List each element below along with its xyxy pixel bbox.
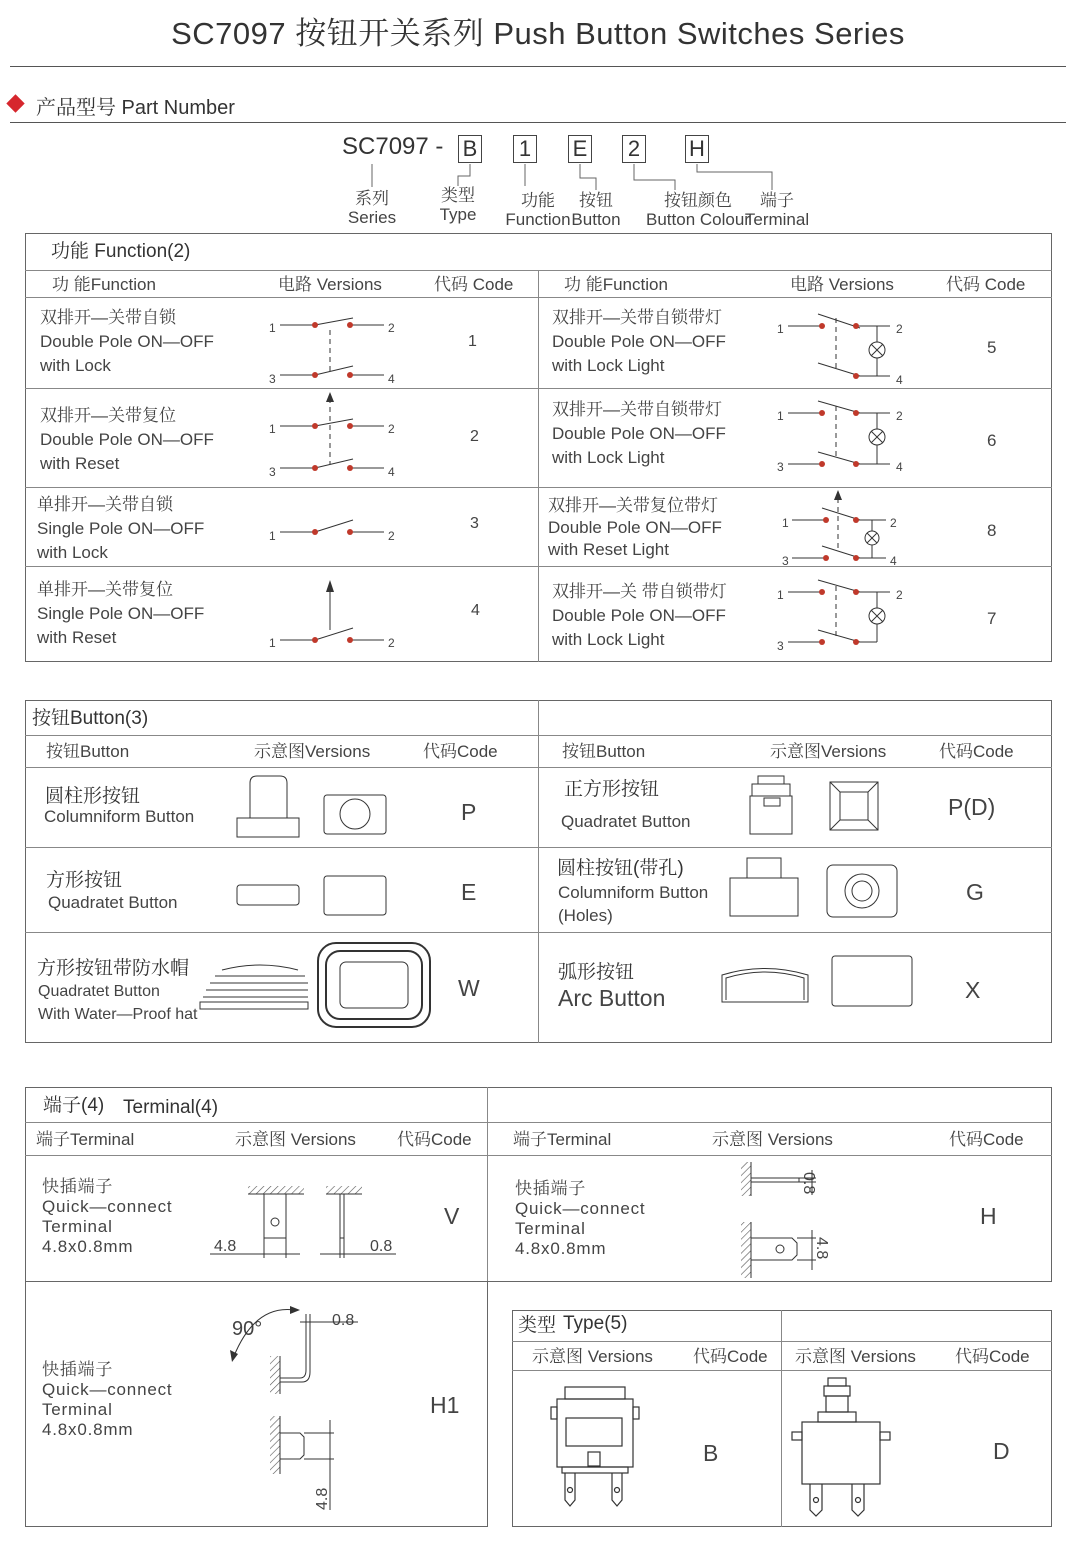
function-row: 双排开—关带复位带灯 Double Pole ON—OFF with Reset Light <box>548 496 722 559</box>
pin-label: 1 <box>782 516 789 530</box>
angle-label: 90° <box>232 1318 263 1340</box>
function-code: 6 <box>987 431 997 450</box>
button-name-en: Quadratet Button <box>561 812 691 831</box>
button-name-en: Columniform Button <box>44 807 195 826</box>
button-name-en: Quadratet Button <box>38 983 160 1000</box>
button-code: P <box>461 799 477 825</box>
part-number-heading: 产品型号 Part Number <box>36 97 235 119</box>
button-code: G <box>966 879 984 905</box>
button-name-en: Quadratet Button <box>48 893 178 912</box>
button-name-cn: 方形按钮带防水帽 <box>37 958 190 979</box>
pin-label: 3 <box>269 465 276 479</box>
button-section-title: 按钮Button(3) <box>32 708 149 729</box>
pin-label: 4 <box>896 373 903 387</box>
page-title: SC7097 按钮开关系列 Push Button Switches Series <box>171 16 905 51</box>
pin-label: 4 <box>890 554 897 568</box>
terminal-title-cn: 端子(4) <box>43 1095 105 1116</box>
terminal-code: H1 <box>430 1392 460 1418</box>
header-code: 代码Code <box>423 742 498 761</box>
function-code: 4 <box>471 602 480 619</box>
terminal-title-en: Terminal(4) <box>123 1097 219 1118</box>
button-name-cn: 正方形按钮 <box>564 779 660 800</box>
function-code: 5 <box>987 338 997 357</box>
pin-label: 2 <box>896 588 903 602</box>
header-code: 代码Code <box>397 1130 472 1149</box>
header-button: 按钮Button <box>46 742 130 761</box>
pin-label: 1 <box>269 422 276 436</box>
header-versions: 示意图 Versions <box>795 1347 916 1366</box>
type-title-en: Type(5) <box>563 1313 628 1334</box>
button-name-en: Arc Button <box>558 985 666 1011</box>
header-versions: 示意图Versions <box>254 742 371 761</box>
pin-label: 4 <box>388 372 395 386</box>
pin-label: 3 <box>782 554 789 568</box>
type-code: D <box>993 1438 1010 1464</box>
dim-label: 4.8 <box>314 1487 331 1510</box>
pin-label: 1 <box>777 588 784 602</box>
header-code: 代码Code <box>693 1347 768 1366</box>
label-type: 类型 Type <box>439 186 477 224</box>
pin-label: 1 <box>777 409 784 423</box>
function-code: 3 <box>470 515 479 532</box>
pin-label: 1 <box>269 636 276 650</box>
pin-label: 2 <box>388 636 395 650</box>
header-button: 按钮Button <box>562 742 646 761</box>
dim-label: 0.8 <box>800 1172 817 1195</box>
button-name-cn: 圆柱按钮(带孔) <box>557 858 684 879</box>
pin-label: 2 <box>896 322 903 336</box>
pin-label: 4 <box>896 460 903 474</box>
function-section-title: 功能 Function(2) <box>51 241 191 262</box>
pin-label: 4 <box>388 465 395 479</box>
code-box-terminal: H <box>685 135 709 163</box>
button-code: P(D) <box>948 794 996 820</box>
label-button-colour: 按钮颜色 Button Colour <box>646 191 750 229</box>
header-terminal: 端子Terminal <box>36 1130 135 1149</box>
function-code: 8 <box>987 521 997 540</box>
function-row: 双排开—关带复位 Double Pole ON—OFF with Reset <box>40 406 214 473</box>
label-button: 按钮 Button <box>571 191 621 229</box>
header-code: 代码Code <box>955 1347 1030 1366</box>
function-row: 双排开—关带自锁带灯 Double Pole ON—OFF with Lock Light <box>552 400 726 467</box>
terminal-desc: 快插端子 Quick—connect Terminal 4.8x0.8mm <box>42 1177 173 1256</box>
type-d-drawing <box>792 1378 890 1516</box>
header-versions: 电路 Versions <box>278 275 382 294</box>
function-row: 双排开—关带自锁 Double Pole ON—OFF with Lock <box>40 308 214 375</box>
type-title-cn: 类型 <box>518 1315 557 1336</box>
code-box-type: B <box>458 135 482 163</box>
function-code: 7 <box>987 609 997 628</box>
header-versions: 示意图 Versions <box>235 1130 356 1149</box>
function-row: 双排开—关 带自锁带灯 Double Pole ON—OFF with Lock Light <box>552 582 727 649</box>
terminal-code: H <box>980 1203 997 1229</box>
button-name-en2: (Holes) <box>558 906 613 925</box>
pin-label: 2 <box>896 409 903 423</box>
header-terminal: 端子Terminal <box>513 1130 612 1149</box>
header-versions: 示意图 Versions <box>532 1347 653 1366</box>
pin-label: 2 <box>388 529 395 543</box>
code-box-colour: 2 <box>622 135 646 163</box>
type-code: B <box>703 1440 719 1466</box>
pin-label: 1 <box>269 529 276 543</box>
pin-label: 2 <box>388 422 395 436</box>
function-row: 单排开—关带复位 Single Pole ON—OFF with Reset <box>37 580 205 647</box>
button-code: W <box>458 975 480 1001</box>
header-versions: 示意图 Versions <box>712 1130 833 1149</box>
terminal-code: V <box>444 1203 460 1229</box>
header-code: 代码 Code <box>434 275 514 294</box>
label-terminal: 端子 Terminal <box>744 191 810 229</box>
button-name-cn: 方形按钮 <box>46 870 123 891</box>
header-code: 代码Code <box>939 742 1014 761</box>
header-code: 代码 Code <box>946 275 1026 294</box>
terminal-desc: 快插端子 Quick—connect Terminal 4.8x0.8mm <box>42 1360 173 1439</box>
code-box-function: 1 <box>513 135 537 163</box>
function-row: 单排开—关带自锁 Single Pole ON—OFF with Lock <box>37 495 205 562</box>
pin-label: 2 <box>388 321 395 335</box>
dim-label: 4.8 <box>214 1238 237 1255</box>
pin-label: 1 <box>777 322 784 336</box>
label-function: 功能 Function <box>505 191 571 229</box>
header-versions: 示意图Versions <box>770 742 887 761</box>
dim-label: 4.8 <box>813 1237 830 1260</box>
terminal-desc: 快插端子 Quick—connect Terminal 4.8x0.8mm <box>515 1179 646 1258</box>
header-code: 代码Code <box>949 1130 1024 1149</box>
button-code: E <box>461 879 477 905</box>
code-prefix: SC7097 - <box>342 133 444 160</box>
type-b-drawing <box>551 1387 639 1506</box>
dim-label: 0.8 <box>370 1238 393 1255</box>
pin-label: 2 <box>890 516 897 530</box>
pin-label: 1 <box>269 321 276 335</box>
pin-label: 3 <box>777 460 784 474</box>
button-name-cn: 弧形按钮 <box>558 962 635 983</box>
button-name-en2: With Water—Proof hat <box>38 1006 198 1023</box>
code-box-button: E <box>568 135 592 163</box>
header-function: 功 能Function <box>564 275 668 294</box>
pin-label: 3 <box>269 372 276 386</box>
pin-label: 3 <box>777 639 784 653</box>
function-row: 双排开—关带自锁带灯 Double Pole ON—OFF with Lock Light <box>552 308 726 375</box>
header-versions: 电路 Versions <box>790 275 894 294</box>
button-name-en: Columniform Button <box>558 883 709 902</box>
button-name-cn: 圆柱形按钮 <box>45 786 141 807</box>
label-series: 系列 Series <box>347 189 397 227</box>
button-code: X <box>965 977 981 1003</box>
function-code: 1 <box>468 333 477 350</box>
header-function: 功 能Function <box>52 275 156 294</box>
function-code: 2 <box>470 428 479 445</box>
dim-label: 0.8 <box>332 1312 355 1329</box>
